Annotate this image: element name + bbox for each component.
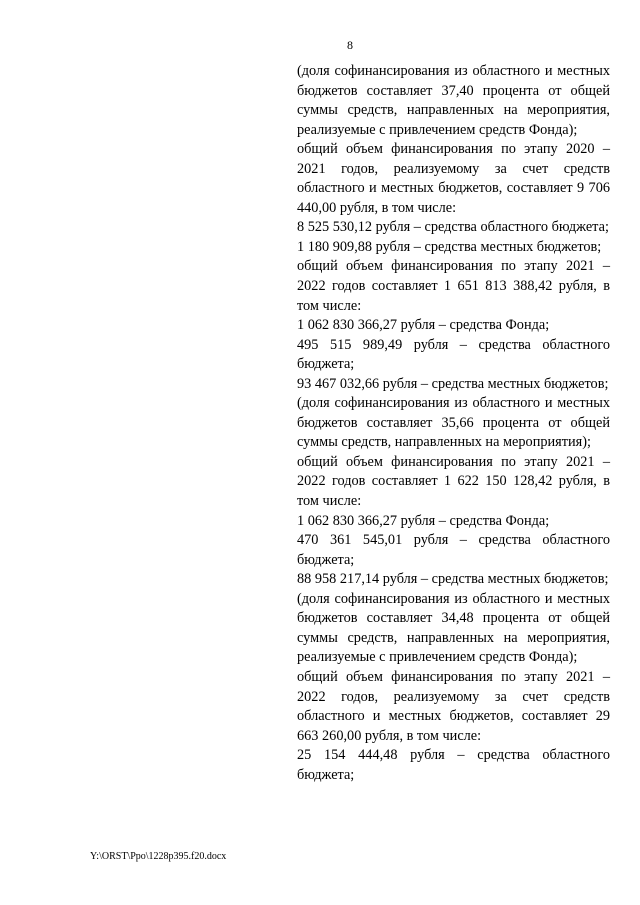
paragraph-funding-2021-2022-b: общий объем финансирования по этапу 2021 – 2022 годов составляет 1 622 150 128,42 рубля, в том числе: (297, 453, 610, 510)
page-number: 8 (347, 38, 353, 52)
paragraph-fund-1: 1 062 830 366,27 рубля – средства Фонда; (297, 317, 550, 334)
paragraph-funding-2021-2022-c: общий объем финансирования по этапу 2021 – 2022 годов, реализуемому за счет средств областного и местных бюджетов, составляет 29 663 260,00 рубля, в том числе: (297, 668, 610, 744)
paragraph-cofinancing-share-2: (доля софинансирования из областного и местных бюджетов составляет 35,66 процента от общей суммы средств, направленных на мероприятия); (297, 395, 610, 451)
paragraph-local-budgets-3: 88 958 217,14 рубля – средства местных бюджетов; (297, 571, 609, 588)
paragraph-local-budgets-2: 93 467 032,66 рубля – средства местных бюджетов; (297, 375, 609, 392)
text-column (297, 62, 610, 785)
footer-file-path: Y:\ORST\Ppo\1228p395.f20.docx (90, 851, 227, 862)
paragraph-local-budgets-1: 1 180 909,88 рубля – средства местных бюджетов; (297, 238, 602, 255)
paragraph-regional-budget-3: 470 361 545,01 рубля – средства областного бюджета; (297, 532, 610, 568)
paragraph-regional-budget-2: 495 515 989,49 рубля – средства областного бюджета; (297, 336, 610, 373)
paragraph-fund-2: 1 062 830 366,27 рубля – средства Фонда; (297, 512, 550, 529)
paragraph-regional-budget-4: 25 154 444,48 рубля – средства областного бюджета; (297, 747, 610, 783)
paragraph-cofinancing-share-1: (доля софинансирования из областного и местных бюджетов составляет 37,40 процента от общей суммы средств, направленных на мероприятия, реализуемые с привлечением средств Фонда); (297, 63, 610, 138)
paragraph-regional-budget-1: 8 525 530,12 рубля – средства областного бюджета; (297, 219, 609, 236)
paragraph-funding-2020-2021: общий объем финансирования по этапу 2020 – 2021 годов, реализуемому за счет средств областного и местных бюджетов, составляет 9 706 440,00 рубля, в том числе: (297, 141, 610, 216)
paragraph-funding-2021-2022-a: общий объем финансирования по этапу 2021 – 2022 годов составляет 1 651 813 388,42 рубля, в том числе: (297, 258, 610, 314)
paragraph-cofinancing-share-3: (доля софинансирования из областного и местных бюджетов составляет 34,48 процента от общей суммы средств, направленных на мероприятия, реализуемые с привлечением средств Фонда); (297, 590, 610, 666)
